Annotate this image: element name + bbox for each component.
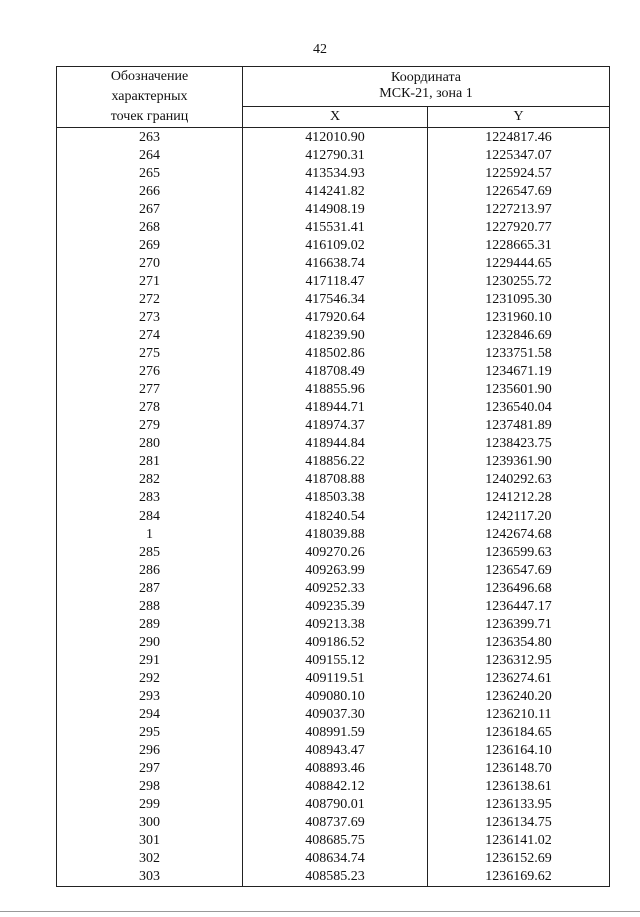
y-coordinate-cell: 1236152.69 (428, 850, 610, 868)
y-coordinate-cell: 1236184.65 (428, 724, 610, 742)
table-row (57, 200, 610, 218)
table-row (57, 128, 610, 147)
x-column-header: X (243, 106, 428, 127)
y-coordinate-cell: 1230255.72 (428, 272, 610, 290)
table-row (57, 236, 610, 254)
coordinates-table (56, 66, 610, 887)
y-coordinate-cell: 1236599.63 (428, 543, 610, 561)
x-coordinate-cell: 408943.47 (243, 742, 428, 760)
table-row (57, 706, 610, 724)
x-coordinate-cell: 408842.12 (243, 778, 428, 796)
table-row (57, 327, 610, 345)
x-coordinate-cell: 408634.74 (243, 850, 428, 868)
y-column-header: Y (428, 106, 610, 127)
x-coordinate-cell: 409235.39 (243, 597, 428, 615)
point-id-cell: 263 (57, 128, 243, 147)
table-row (57, 471, 610, 489)
x-coordinate-cell: 412790.31 (243, 146, 428, 164)
point-id-cell: 288 (57, 597, 243, 615)
y-coordinate-cell: 1241212.28 (428, 489, 610, 507)
point-id-cell: 289 (57, 615, 243, 633)
table-row (57, 742, 610, 760)
x-coordinate-cell: 418502.86 (243, 345, 428, 363)
y-coordinate-cell: 1236447.17 (428, 597, 610, 615)
point-id-cell: 282 (57, 471, 243, 489)
x-coordinate-cell: 408893.46 (243, 760, 428, 778)
table-row (57, 417, 610, 435)
y-coordinate-cell: 1227920.77 (428, 218, 610, 236)
x-coordinate-cell: 409252.33 (243, 579, 428, 597)
table-row (57, 561, 610, 579)
table-row (57, 164, 610, 182)
point-id-cell: 303 (57, 868, 243, 887)
x-coordinate-cell: 409155.12 (243, 651, 428, 669)
y-coordinate-cell: 1226547.69 (428, 182, 610, 200)
point-id-cell: 297 (57, 760, 243, 778)
y-coordinate-cell: 1236138.61 (428, 778, 610, 796)
y-coordinate-cell: 1236164.10 (428, 742, 610, 760)
point-id-cell: 296 (57, 742, 243, 760)
point-id-cell: 292 (57, 669, 243, 687)
point-id-cell: 265 (57, 164, 243, 182)
table-row (57, 760, 610, 778)
x-coordinate-cell: 418944.84 (243, 435, 428, 453)
table-row (57, 272, 610, 290)
y-coordinate-cell: 1236540.04 (428, 399, 610, 417)
coordinate-group-header-line-2: МСК-21, зона 1 (379, 86, 473, 102)
point-id-cell: 273 (57, 308, 243, 326)
point-id-cell: 300 (57, 814, 243, 832)
point-id-cell: 299 (57, 796, 243, 814)
table-row (57, 182, 610, 200)
point-id-cell: 281 (57, 453, 243, 471)
point-id-cell: 268 (57, 218, 243, 236)
table-row (57, 814, 610, 832)
y-coordinate-cell: 1236496.68 (428, 579, 610, 597)
x-coordinate-cell: 417920.64 (243, 308, 428, 326)
table-row (57, 381, 610, 399)
table-row (57, 651, 610, 669)
x-coordinate-cell: 409119.51 (243, 669, 428, 687)
page-number: 42 (313, 42, 327, 57)
y-coordinate-cell: 1224817.46 (428, 128, 610, 147)
point-id-cell: 270 (57, 254, 243, 272)
y-coordinate-cell: 1235601.90 (428, 381, 610, 399)
y-coordinate-cell: 1236133.95 (428, 796, 610, 814)
x-coordinate-cell: 416638.74 (243, 254, 428, 272)
x-coordinate-cell: 409263.99 (243, 561, 428, 579)
table-row (57, 832, 610, 850)
table-row (57, 146, 610, 164)
y-coordinate-cell: 1236354.80 (428, 633, 610, 651)
x-coordinate-cell: 418503.38 (243, 489, 428, 507)
y-coordinate-cell: 1231960.10 (428, 308, 610, 326)
point-label-header-line-2: характерных (111, 89, 188, 104)
table-row (57, 850, 610, 868)
x-coordinate-cell: 409037.30 (243, 706, 428, 724)
table-row (57, 290, 610, 308)
x-coordinate-cell: 418944.71 (243, 399, 428, 417)
table-row (57, 543, 610, 561)
x-coordinate-cell: 408685.75 (243, 832, 428, 850)
x-coordinate-cell: 418039.88 (243, 525, 428, 543)
y-coordinate-cell: 1227213.97 (428, 200, 610, 218)
table-row (57, 453, 610, 471)
table-row (57, 345, 610, 363)
y-coordinate-cell: 1233751.58 (428, 345, 610, 363)
point-id-cell: 267 (57, 200, 243, 218)
x-coordinate-cell: 418708.49 (243, 363, 428, 381)
coordinate-group-header (243, 67, 610, 107)
point-id-cell: 274 (57, 327, 243, 345)
y-coordinate-cell: 1225347.07 (428, 146, 610, 164)
x-coordinate-cell: 417546.34 (243, 290, 428, 308)
table-row (57, 724, 610, 742)
x-coordinate-cell: 417118.47 (243, 272, 428, 290)
y-coordinate-cell: 1236547.69 (428, 561, 610, 579)
point-id-cell: 283 (57, 489, 243, 507)
table-row (57, 525, 610, 543)
x-coordinate-cell: 418239.90 (243, 327, 428, 345)
point-id-cell: 291 (57, 651, 243, 669)
point-id-cell: 302 (57, 850, 243, 868)
y-coordinate-cell: 1236312.95 (428, 651, 610, 669)
point-id-cell: 298 (57, 778, 243, 796)
table-row (57, 633, 610, 651)
coordinate-group-header-line-1: Координата (391, 70, 461, 86)
y-coordinate-cell: 1236134.75 (428, 814, 610, 832)
page-bottom-rule (0, 911, 640, 912)
y-coordinate-cell: 1231095.30 (428, 290, 610, 308)
table-row (57, 796, 610, 814)
point-id-cell: 266 (57, 182, 243, 200)
y-coordinate-cell: 1229444.65 (428, 254, 610, 272)
point-id-cell: 284 (57, 507, 243, 525)
point-id-cell: 277 (57, 381, 243, 399)
table-row (57, 308, 610, 326)
point-id-cell: 287 (57, 579, 243, 597)
point-id-cell: 279 (57, 417, 243, 435)
x-coordinate-cell: 418974.37 (243, 417, 428, 435)
table-row (57, 435, 610, 453)
y-coordinate-cell: 1236399.71 (428, 615, 610, 633)
point-id-cell: 285 (57, 543, 243, 561)
y-coordinate-cell: 1239361.90 (428, 453, 610, 471)
x-coordinate-cell: 414241.82 (243, 182, 428, 200)
point-id-cell: 264 (57, 146, 243, 164)
table-row (57, 868, 610, 887)
y-coordinate-cell: 1236210.11 (428, 706, 610, 724)
x-coordinate-cell: 408790.01 (243, 796, 428, 814)
point-id-cell: 286 (57, 561, 243, 579)
table-row (57, 597, 610, 615)
point-id-cell: 272 (57, 290, 243, 308)
table-row (57, 507, 610, 525)
y-coordinate-cell: 1232846.69 (428, 327, 610, 345)
point-label-header-line-3: точек границ (110, 109, 189, 124)
point-id-cell: 269 (57, 236, 243, 254)
point-id-cell: 280 (57, 435, 243, 453)
x-coordinate-cell: 418240.54 (243, 507, 428, 525)
point-id-cell: 276 (57, 363, 243, 381)
x-coordinate-cell: 409080.10 (243, 687, 428, 705)
y-coordinate-cell: 1236141.02 (428, 832, 610, 850)
point-label-header-line-1: Обозначение (110, 69, 189, 84)
y-coordinate-cell: 1236274.61 (428, 669, 610, 687)
point-id-cell: 278 (57, 399, 243, 417)
y-coordinate-cell: 1240292.63 (428, 471, 610, 489)
table-row (57, 399, 610, 417)
point-id-cell: 295 (57, 724, 243, 742)
x-coordinate-cell: 418708.88 (243, 471, 428, 489)
x-coordinate-cell: 416109.02 (243, 236, 428, 254)
table-row (57, 615, 610, 633)
point-id-cell: 290 (57, 633, 243, 651)
y-coordinate-cell: 1242117.20 (428, 507, 610, 525)
point-label-header (57, 67, 243, 128)
x-coordinate-cell: 409213.38 (243, 615, 428, 633)
x-coordinate-cell: 414908.19 (243, 200, 428, 218)
table-row (57, 254, 610, 272)
table-row (57, 218, 610, 236)
y-coordinate-cell: 1242674.68 (428, 525, 610, 543)
y-coordinate-cell: 1237481.89 (428, 417, 610, 435)
y-coordinate-cell: 1236169.62 (428, 868, 610, 887)
x-coordinate-cell: 409186.52 (243, 633, 428, 651)
x-coordinate-cell: 409270.26 (243, 543, 428, 561)
x-coordinate-cell: 418855.96 (243, 381, 428, 399)
x-coordinate-cell: 412010.90 (243, 128, 428, 147)
y-coordinate-cell: 1236148.70 (428, 760, 610, 778)
y-coordinate-cell: 1228665.31 (428, 236, 610, 254)
point-id-cell: 1 (57, 525, 243, 543)
point-id-cell: 293 (57, 687, 243, 705)
y-coordinate-cell: 1234671.19 (428, 363, 610, 381)
point-id-cell: 301 (57, 832, 243, 850)
x-coordinate-cell: 415531.41 (243, 218, 428, 236)
table-row (57, 579, 610, 597)
point-id-cell: 294 (57, 706, 243, 724)
y-coordinate-cell: 1238423.75 (428, 435, 610, 453)
table-row (57, 489, 610, 507)
y-coordinate-cell: 1236240.20 (428, 687, 610, 705)
x-coordinate-cell: 408737.69 (243, 814, 428, 832)
table-row (57, 778, 610, 796)
table-row (57, 669, 610, 687)
coordinates-table-body (57, 128, 610, 887)
table-row (57, 363, 610, 381)
x-coordinate-cell: 418856.22 (243, 453, 428, 471)
y-coordinate-cell: 1225924.57 (428, 164, 610, 182)
x-coordinate-cell: 408585.23 (243, 868, 428, 887)
table-row (57, 687, 610, 705)
point-id-cell: 275 (57, 345, 243, 363)
point-id-cell: 271 (57, 272, 243, 290)
x-coordinate-cell: 408991.59 (243, 724, 428, 742)
x-coordinate-cell: 413534.93 (243, 164, 428, 182)
